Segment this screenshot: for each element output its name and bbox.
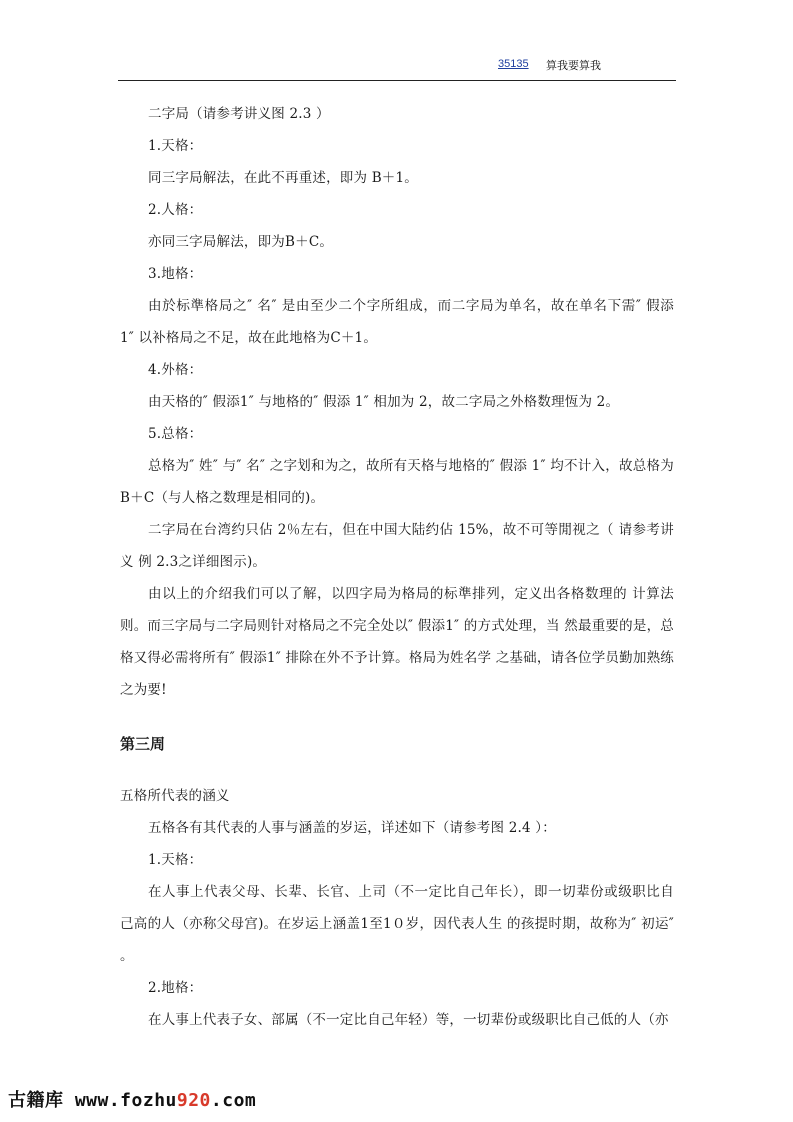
subsection-heading: 二字局（请参考讲义图 2.3 ） <box>148 106 330 122</box>
paragraph: 亦同三字局解法，即为B＋C。 <box>148 234 334 250</box>
list-item-heading: 5.总格： <box>148 426 203 442</box>
paragraph: 在人事上代表父母、长辈、长官、上司（不一定比自己年长），即一切辈份或级职比自己高的人（亦称父母宫)。在岁运上涵盖1至1０岁，因代表人生 的孩提时期，故称为″ 初运″ 。 <box>120 884 674 964</box>
watermark-footer <box>8 1086 256 1112</box>
list-item-heading: 3.地格： <box>148 266 203 282</box>
paragraph: 由天格的″ 假添1″ 与地格的″ 假添 1″ 相加为 2，故二字局之外格数理恆为 2。 <box>148 394 620 410</box>
paragraph: 在人事上代表子女、部属（不一定比自己年轻）等，一切辈份或级职比自己低的人（亦 <box>148 1012 669 1028</box>
list-item-heading: 1.天格： <box>148 852 203 868</box>
footer-number: 920 <box>176 1090 211 1111</box>
document-body <box>120 98 674 1036</box>
paragraph: 同三字局解法，在此不再重述，即为 B＋1。 <box>148 170 419 186</box>
page-header <box>118 56 676 81</box>
paragraph: 二字局在台湾约只佔 2％左右，但在中国大陆约佔 15%，故不可等閒视之（ 请参考讲义 例 2.3之详细图示)。 <box>120 522 674 570</box>
subsection-heading: 五格所代表的涵义 <box>120 788 230 804</box>
paragraph: 五格各有其代表的人事与涵盖的岁运，详述如下（请参考图 2.4 ）： <box>148 820 556 836</box>
section-title: 第三周 <box>120 735 166 753</box>
header-title: 算我要算我 <box>546 59 601 72</box>
footer-suffix: .com <box>210 1090 257 1111</box>
footer-prefix: 古籍库 www.fozhu <box>8 1090 177 1111</box>
list-item-heading: 4.外格： <box>148 362 203 378</box>
list-item-heading: 2.人格： <box>148 202 203 218</box>
paragraph: 总格为″ 姓″ 与″ 名″ 之字划和为之，故所有天格与地格的″ 假添 1″ 均不计入，故总格为B＋C（与人格之数理是相同的)。 <box>120 458 674 506</box>
paragraph: 由於标準格局之″ 名″ 是由至少二个字所组成，而二字局为单名，故在单名下需″ 假添 1″ 以补格局之不足，故在此地格为C＋1。 <box>120 298 674 346</box>
list-item-heading: 2.地格： <box>148 980 203 996</box>
paragraph: 由以上的介绍我们可以了解，以四字局为格局的标準排列，定义出各格数理的 计算法则。而三字局与二字局则针对格局之不完全处以″ 假添1″ 的方式处理，当 然最重要的是，总格又得必需将所有″ 假添1″ 排除在外不予计算。格局为姓名学 之基础，请各位学员勤加熟练之为要! <box>120 586 674 698</box>
header-link[interactable]: 35135 <box>498 58 529 70</box>
list-item-heading: 1.天格： <box>148 138 203 154</box>
